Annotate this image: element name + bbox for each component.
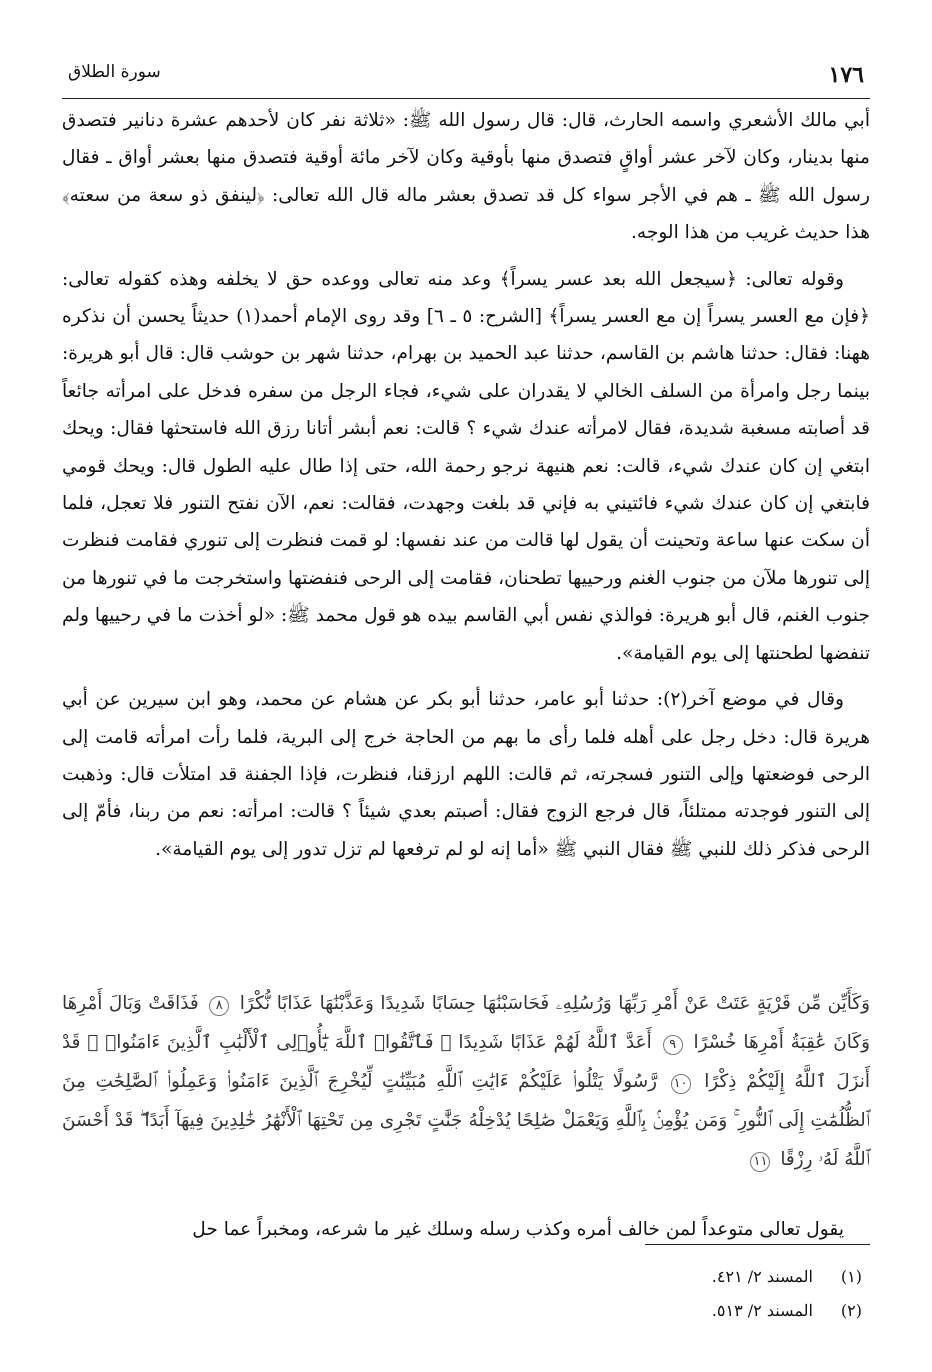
paragraph: أبي مالك الأشعري واسمه الحارث، قال: قال رسول الله ﷺ: «ثلاثة نفر كان لأحدهم عشرة دنانير فتصدق منها بدينار، وكان لآخر عشر أواقٍ فتصدق منها بأوقية وكان لآخر مائة أوقية فتصدق منها بعشر أواق ـ فقال رسول الله ﷺ ـ هم في الأجر سواء كل قد تصدق بعشر ماله قال الله تعالى: ﴿لينفق ذو سعة من سعته﴾ هذا حديث غريب من هذا الوجه. xyxy=(62,110,870,244)
paragraph: وقال في موضع آخر(٢): حدثنا أبو عامر، حدثنا أبو بكر عن هشام عن محمد، وهو ابن سيرين عن أبي هريرة قال: دخل رجل على أهله فلما رأى ما بهم من الحاجة خرج إلى البرية، فلما رأت امرأته قامت إلى الرحى فوضعتها وإلى التنور فسجرته، ثم قالت: اللهم ارزقنا، فنظرت، فإذا الجفنة قد امتلأت قال: وذهبت إلى التنور فوجدته ممتلئاً، قال فرجع الزوج فقال: أصبتم بعدي شيئاً ؟ قالت: امرأته: نعم من ربنا، فأمّ إلى الرحى فذكر ذلك للنبي ﷺ فقال النبي ﷺ «أما إنه لو لم ترفعها لم تزل تدور إلى يوم القيامة». xyxy=(62,689,870,860)
footnote xyxy=(712,1294,862,1328)
footnotes xyxy=(712,1260,862,1328)
header-divider xyxy=(62,98,870,99)
footnote xyxy=(712,1260,862,1294)
page-number: ١٧٦ xyxy=(828,62,864,88)
footnote-number: (٢) xyxy=(840,1301,862,1320)
footnote-divider xyxy=(645,1244,870,1245)
ayah-number-marker: ١١ xyxy=(750,1152,770,1172)
ayah-number-marker: ١٠ xyxy=(671,1074,691,1094)
main-text xyxy=(62,102,870,877)
footnote-number: (١) xyxy=(840,1267,862,1286)
quran-verse: وَكَأَيِّن مِّن قَرْيَةٍ عَتَتْ عَنْ أَمْرِ رَبِّهَا وَرُسُلِهِۦ فَحَاسَبْنَٰهَا حِسَابًا شَدِيدًا وَعَذَّبْنَٰهَا عَذَابًا نُّكْرًا xyxy=(239,993,870,1014)
surah-title: سورة الطلاق xyxy=(68,62,161,82)
footnote-text: المسند ٢/ ٤٢١. xyxy=(711,1267,813,1286)
quran-verses-block xyxy=(62,984,870,1179)
ayah-number-marker: ٩ xyxy=(663,1035,683,1055)
quran-verse: فَذَاقَتْ وَبَالَ أَمْرِهَا وَكَانَ عَٰقِبَةُ أَمْرِهَا خُسْرًا xyxy=(62,993,870,1053)
quran-verse: أَعَدَّ ٱللَّهُ لَهُمْ عَذَابًا شَدِيدًا ۖ فَٱتَّقُوا۟ ٱللَّهَ يَٰٓأُو۟لِى ٱلْأَلْبَٰبِ ٱلَّذِينَ ءَامَنُوا۟ ۚ قَدْ أَنزَلَ ٱللَّهُ إِلَيْكُمْ ذِكْرًا xyxy=(62,1032,870,1092)
ayah-number-marker: ٨ xyxy=(209,996,229,1016)
closing-paragraph: يقول تعالى متوعداً لمن خالف أمره وكذب رسله وسلك غير ما شرعه، ومخبراً عما حل xyxy=(192,1218,844,1240)
running-header xyxy=(62,44,870,104)
paragraph: وقوله تعالى: ﴿سيجعل الله بعد عسر يسراً﴾ وعد منه تعالى ووعده حق لا يخلفه وهذه كقوله تعالى: ﴿فإن مع العسر يسراً إن مع العسر يسراً﴾ [الشرح: ٥ ـ ٦] وقد روى الإمام أحمد(١) حديثاً يحسن أن نذكره ههنا: فقال: حدثنا هاشم بن القاسم، حدثنا عبد الحميد بن بهرام، حدثنا شهر بن حوشب قال: قال أبو هريرة: بينما رجل وامرأة من السلف الخالي لا يقدران على شيء، فجاء الرجل من سفره فدخل على امرأته جائعاً قد أصابته مسغبة شديدة، فقال لامرأته عندك شيء ؟ قالت: نعم أبشر أتانا رزق الله فاستحثها فقال: ويحك ابتغي إن كان عندك شيء، قالت: نعم هنيهة نرجو رحمة الله، حتى إذا طال عليه الطول قال: ويحك قومي فابتغي إن كان عندك شيء فائتيني به فإني قد بلغت وجهدت، فقالت: نعم، الآن نفتح التنور فلا تعجل، فلما أن سكت عنها ساعة وتحينت أن يقول لها قالت من عند نفسها: لو قمت فنظرت إلى تنوري فقامت فنظرت إلى تنورها ملآن من جنوب الغنم ورحييها تطحنان، فقامت إلى الرحى فنفضتها واستخرجت ما في تنورها من جنوب الغنم، قال أبو هريرة: فوالذي نفس أبي القاسم بيده هو قول محمد ﷺ: «لو أخذت ما في رحييها ولم تنفضها لطحنتها إلى يوم القيامة». xyxy=(62,268,870,664)
footnote-text: المسند ٢/ ٥١٣. xyxy=(711,1301,813,1320)
quran-verse: رَّسُولًا يَتْلُوا۟ عَلَيْكُمْ ءَايَٰتِ ٱللَّهِ مُبَيِّنَٰتٍ لِّيُخْرِجَ ٱلَّذِينَ ءَامَنُوا۟ وَعَمِلُوا۟ ٱلصَّٰلِحَٰتِ مِنَ ٱلظُّلُمَٰتِ إِلَى ٱلنُّورِ ۚ وَمَن يُؤْمِنۢ بِٱللَّهِ وَيَعْمَلْ صَٰلِحًا يُدْخِلْهُ جَنَّٰتٍ تَجْرِى مِن تَحْتِهَا ٱلْأَنْهَٰرُ خَٰلِدِينَ فِيهَآ أَبَدًا ۖ قَدْ أَحْسَنَ ٱللَّهُ لَهُۥ رِزْقًا xyxy=(62,1071,870,1170)
